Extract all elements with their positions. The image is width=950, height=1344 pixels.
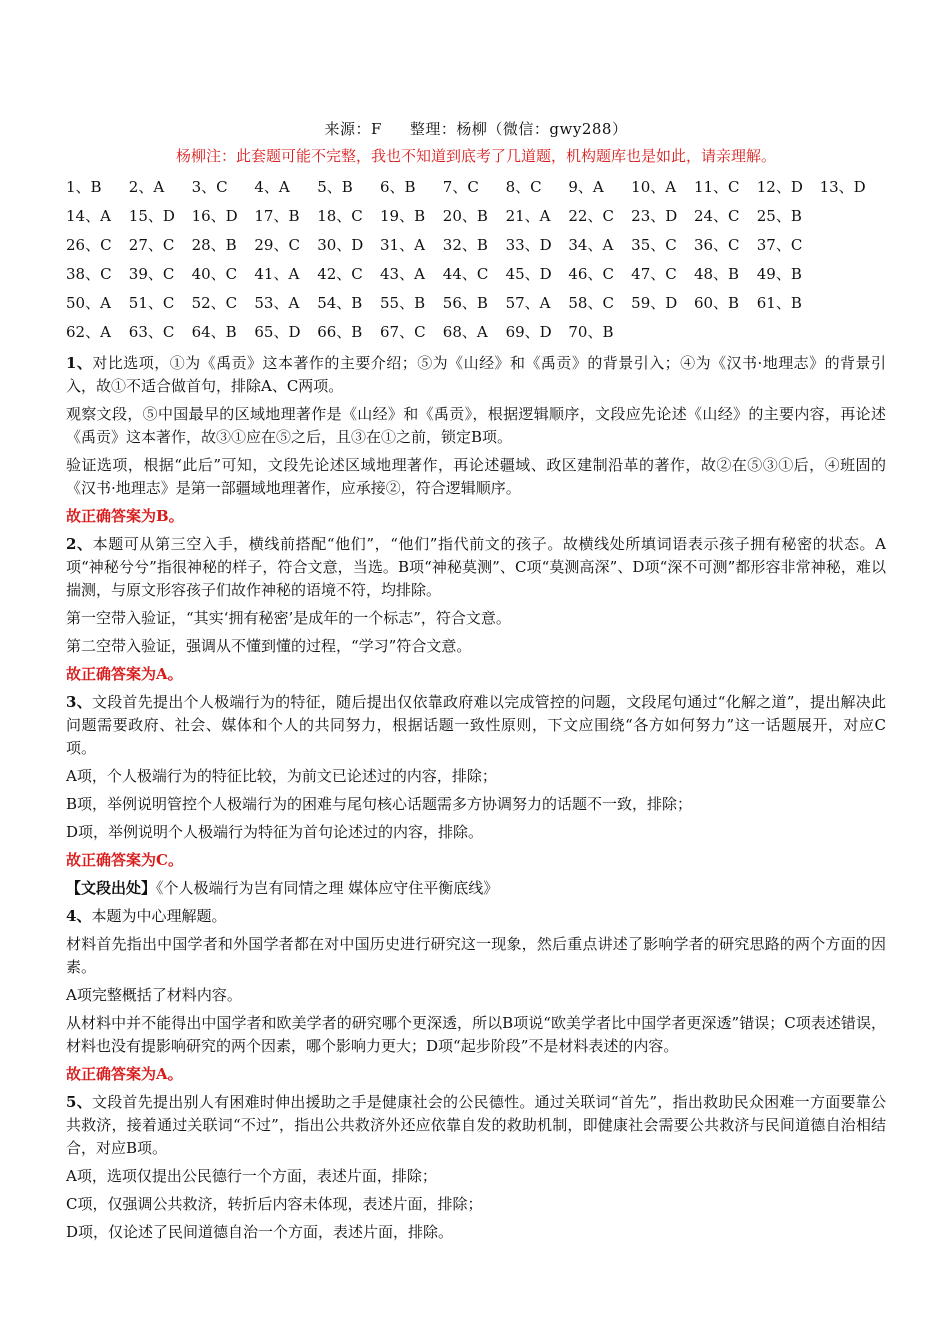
answer-item: 61、B [756, 294, 802, 312]
q5-option-d: D项，仅论述了民间道德自治一个方面，表述片面，排除。 [66, 1223, 454, 1241]
q5-option-a: A项，选项仅提出公民德行一个方面，表述片面，排除； [66, 1167, 437, 1185]
answer-item: 4、A [254, 178, 290, 196]
answer-item: 44、C [442, 265, 489, 283]
source-line [66, 118, 886, 139]
q4-answer: 故正确答案为A。 [66, 1065, 183, 1083]
q4-number: 4、 [66, 907, 92, 925]
editor-note: 杨柳注：此套题可能不完整，我也不知道到底考了几道题，机构题库也是如此，请亲理解。 [175, 147, 776, 165]
answer-item: 67、C [379, 323, 426, 341]
answer-item: 60、B [693, 294, 740, 312]
answer-item: 2、A [128, 178, 165, 196]
answer-item: 48、B [693, 265, 740, 283]
answer-row [66, 230, 886, 259]
organizer-text: 整理：杨柳（微信：gwy288） [409, 120, 628, 138]
answer-item: 46、C [568, 265, 614, 283]
answer-item: 15、D [128, 207, 175, 225]
q2-paragraph-3: 第二空带入验证，强调从不懂到懂的过程，“学习”符合文意。 [66, 637, 472, 655]
q2-answer: 故正确答案为A。 [66, 665, 183, 683]
answer-item: 17、B [254, 207, 300, 225]
answer-item: 25、B [756, 207, 802, 225]
q5-number: 5、 [66, 1093, 92, 1111]
q3-answer: 故正确答案为C。 [66, 851, 183, 869]
answer-item: 54、B [317, 294, 363, 312]
q1-paragraph [66, 352, 886, 398]
answer-item: 37、C [756, 236, 803, 254]
answer-item: 16、D [191, 207, 238, 225]
answer-item: 59、D [631, 294, 678, 312]
answer-item: 39、C [128, 265, 175, 283]
answer-item: 29、C [254, 236, 300, 254]
answer-item: 49、B [756, 265, 802, 283]
answer-item: 38、C [66, 265, 112, 283]
answer-item: 1、B [66, 178, 102, 196]
answer-item: 66、B [317, 323, 363, 341]
answer-row [66, 201, 886, 230]
answer-item: 34、A [568, 236, 614, 254]
q4-paragraph [66, 905, 886, 928]
answer-item: 26、C [66, 236, 112, 254]
answer-item: 6、B [379, 178, 416, 196]
q3-source [66, 877, 886, 900]
answer-row [66, 288, 886, 317]
answer-item: 13、D [819, 178, 866, 196]
answer-item: 24、C [693, 207, 740, 225]
answer-item: 53、A [254, 294, 300, 312]
q1-answer: 故正确答案为B。 [66, 507, 184, 525]
answer-item: 5、B [317, 178, 353, 196]
answer-item: 56、B [442, 294, 488, 312]
answer-item: 65、D [254, 323, 301, 341]
q3-option-b: B项，举例说明管控个人极端行为的困难与尾句核心话题需多方协调努力的话题不一致，排除； [66, 795, 693, 813]
answer-item: 22、C [568, 207, 614, 225]
q3-text: 文段首先提出个人极端行为的特征，随后提出仅依靠政府难以完成管控的问题，文段尾句通过“化解之道”，提出解决此问题需要政府、社会、媒体和个人的共同努力，根据话题一致性原则，下文应围绕“各方如何努力”这一话题展开，对应C项。 [66, 693, 887, 757]
q5-option-c: C项，仅强调公共救济，转折后内容未体现，表述片面，排除； [66, 1195, 483, 1213]
q1-paragraph-2: 观察文段，⑤中国最早的区域地理著作是《山经》和《禹贡》，根据逻辑顺序，文段应先论述《山经》的主要内容，再论述《禹贡》这本著作，故③①应在⑤之后，且③在①之前，锁定B项。 [66, 405, 886, 446]
answer-item: 21、A [505, 207, 551, 225]
q1-number: 1、 [66, 354, 93, 372]
q2-number: 2、 [66, 535, 93, 553]
answer-item: 11、C [693, 178, 740, 196]
answer-item: 3、C [191, 178, 228, 196]
answer-item: 36、C [693, 236, 740, 254]
q3-source-label: 【文段出处】 [66, 879, 157, 897]
answer-item: 45、D [505, 265, 552, 283]
q4-paragraph-3: A项完整概括了材料内容。 [66, 986, 242, 1004]
answer-item: 23、D [631, 207, 678, 225]
answer-item: 52、C [191, 294, 238, 312]
answer-item: 32、B [442, 236, 488, 254]
answer-item: 14、A [66, 207, 111, 225]
answer-item: 42、C [317, 265, 363, 283]
answer-item: 43、A [379, 265, 425, 283]
q3-number: 3、 [66, 693, 92, 711]
answer-item: 9、A [568, 178, 604, 196]
answer-item: 19、B [379, 207, 426, 225]
q5-paragraph [66, 1091, 886, 1160]
q2-paragraph-2: 第一空带入验证，“其实‘拥有秘密’是成年的一个标志”，符合文意。 [66, 609, 511, 627]
q3-paragraph [66, 691, 886, 760]
answer-item: 50、A [66, 294, 111, 312]
answer-item: 55、B [379, 294, 426, 312]
answer-item: 41、A [254, 265, 300, 283]
answer-item: 68、A [442, 323, 488, 341]
answer-item: 27、C [128, 236, 175, 254]
answer-item: 33、D [505, 236, 552, 254]
answer-item: 18、C [317, 207, 363, 225]
answer-row [66, 259, 886, 288]
document-page [66, 118, 886, 1249]
q4-paragraph-2: 材料首先指出中国学者和外国学者都在对中国历史进行研究这一现象，然后重点讲述了影响学者的研究思路的两个方面的因素。 [66, 935, 886, 976]
answer-item: 12、D [756, 178, 803, 196]
answer-item: 70、B [568, 323, 614, 341]
q3-option-d: D项，举例说明个人极端行为特征为首句论述过的内容，排除。 [66, 823, 484, 841]
q1-text: 对比选项，①为《禹贡》这本著作的主要介绍；⑤为《山经》和《禹贡》的背景引入；④为《汉书·地理志》的背景引入，故①不适合做首句，排除A、C两项。 [66, 354, 886, 395]
answer-item: 63、C [128, 323, 175, 341]
answer-item: 58、C [568, 294, 614, 312]
answer-item: 8、C [505, 178, 542, 196]
answer-item: 10、A [631, 178, 677, 196]
answer-item: 20、B [442, 207, 488, 225]
answer-row [66, 317, 886, 346]
answer-item: 57、A [505, 294, 551, 312]
q1-paragraph-3: 验证选项，根据“此后”可知，文段先论述区域地理著作，再论述疆域、政区建制沿革的著作，故②在⑤③①后，④班固的《汉书·地理志》是第一部疆域地理著作，应承接②，符合逻辑顺序。 [66, 456, 886, 497]
answer-key-grid [66, 172, 886, 346]
answer-item: 64、B [191, 323, 237, 341]
answer-item: 40、C [191, 265, 238, 283]
answer-item: 35、C [631, 236, 677, 254]
answer-item: 7、C [442, 178, 479, 196]
q4-text: 本题为中心理解题。 [91, 907, 227, 925]
q4-paragraph-4: 从材料中并不能得出中国学者和欧美学者的研究哪个更深透，所以B项说“欧美学者比中国学者更深透”错误；C项表述错误，材料也没有提影响研究的两个因素，哪个影响力更大；D项“起步阶段”不是材料表述的内容。 [66, 1014, 886, 1055]
q3-source-text: 《个人极端行为岂有同情之理 媒体应守住平衡底线》 [156, 879, 499, 897]
answer-item: 47、C [631, 265, 677, 283]
answer-item: 28、B [191, 236, 237, 254]
answer-item: 31、A [379, 236, 425, 254]
q2-paragraph [66, 533, 886, 602]
q3-option-a: A项，个人极端行为的特征比较，为前文已论述过的内容，排除； [66, 767, 497, 785]
answer-item: 69、D [505, 323, 552, 341]
answer-item: 30、D [317, 236, 364, 254]
source-text: 来源：F [324, 120, 382, 138]
answer-item: 51、C [128, 294, 175, 312]
q2-text: 本题可从第三空入手，横线前搭配“他们”，“他们”指代前文的孩子。故横线处所填词语表示孩子拥有秘密的状态。A项“神秘兮兮”指很神秘的样子，符合文意，当选。B项“神秘莫测”、C项“莫测高深”、D项“深不可测”都形容非常神秘，难以揣测，与原文形容孩子们故作神秘的语境不符，均排除。 [66, 535, 887, 599]
answer-item: 62、A [66, 323, 111, 341]
q5-text: 文段首先提出别人有困难时伸出援助之手是健康社会的公民德性。通过关联词“首先”，指出救助民众困难一方面要靠公共救济，接着通过关联词“不过”，指出公共救济外还应依靠自发的救助机制，即健康社会需要公共救济与民间道德自治相结合，对应B项。 [66, 1093, 887, 1157]
answer-row [66, 172, 886, 201]
